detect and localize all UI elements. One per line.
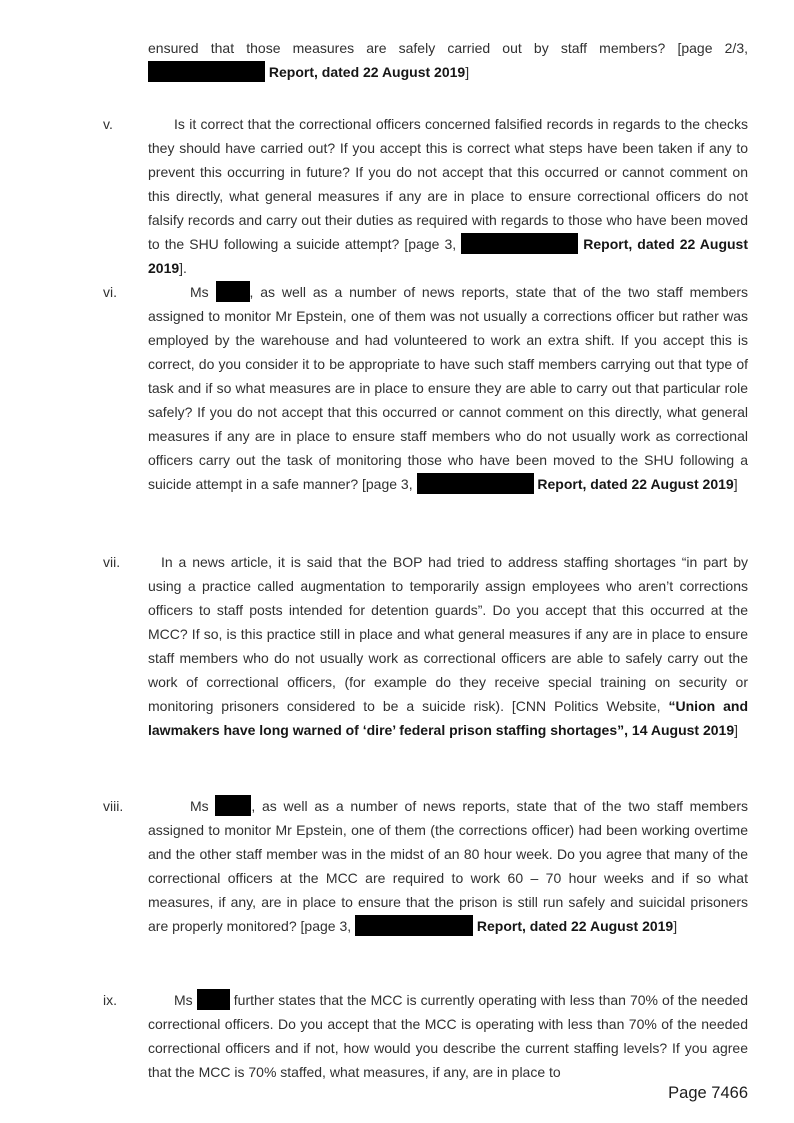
list-marker: vi.: [103, 284, 117, 300]
list-marker: viii.: [103, 798, 124, 814]
paragraph-text: [148, 36, 748, 84]
text-run: ]: [734, 722, 738, 738]
bold-citation: Report, dated 22 August 2019: [268, 64, 466, 80]
text-run: In a news article, it is said that the BOP had tried to address staffing shortages “in part by using a practice called augmentation to temporarily assign employees who aren’t corrections officers to staff posts intended for detention guards”. Do you accept that this occurred at the MCC? If so, is this practice still in place and what general measures if any are in place to ensure staff members who do not usually work as correctional officers are able to safely carry out the work of correctional officers, (for example do they receive special training on security or monitoring prisoners considered to be a suicide risk). [CNN Politics Website,: [148, 554, 748, 714]
text-run: ]: [733, 476, 738, 492]
paragraph-text: [148, 794, 748, 938]
paragraph-vi: [0, 280, 794, 496]
text-run: Ms: [190, 798, 216, 814]
bold-citation: Report, dated 22 August 2019: [148, 236, 749, 276]
paragraph-ix: [0, 988, 794, 1084]
list-marker: ix.: [103, 992, 117, 1008]
paragraph-text: [148, 988, 748, 1084]
bold-citation: Report, dated 22 August 2019: [476, 918, 674, 934]
text-run: ]: [465, 64, 470, 80]
list-marker: v.: [103, 116, 113, 132]
redaction-bar: [215, 795, 251, 816]
paragraph-vii: [0, 550, 794, 742]
bold-citation: “Union and lawmakers have long warned of ‘dire’ federal prison staffing shortages”, 14 August 2019: [148, 698, 749, 738]
paragraph-text: [148, 550, 748, 742]
text-run: , as well as a number of news reports, state that of the two staff members assigned to monitor Mr Epstein, one of them was not usually a corrections officer but rather was employed by the warehouse and had volunteered to work an extra shift. If you accept this is correct, do you consider it to be appropriate to have such staff members carrying out that type of task and if so what measures are in place to ensure they are able to carry out that particular role safely? If you do not accept that this occurred or cannot comment on this directly, what general measures if any are in place to ensure staff members who do not usually work as correctional officers carry out the task of monitoring those who have been moved to the SHU following a suicide attempt in a safe manner? [page 3,: [148, 284, 748, 492]
redaction-bar: [461, 233, 578, 254]
paragraph-viii: [0, 794, 794, 938]
redaction-bar: [417, 473, 534, 494]
page-number: Page 7466: [668, 1084, 748, 1102]
redaction-bar: [197, 989, 230, 1010]
paragraph-text: [148, 112, 748, 280]
text-run: , as well as a number of news reports, state that of the two staff members assigned to monitor Mr Epstein, one of them (the corrections officer) had been working overtime and the other staff member was in the midst of an 80 hour week. Do you agree that many of the correctional officers at the MCC are required to work 60 – 70 hour weeks and if so what measures, if any, are in place to ensure that the prison is still run safely and suicidal prisoners are properly monitored? [page 3,: [148, 798, 748, 934]
text-run: ]: [673, 918, 678, 934]
bold-citation: Report, dated 22 August 2019: [537, 476, 734, 492]
redaction-bar: [148, 61, 265, 82]
text-run: Ms: [174, 992, 197, 1008]
text-run: ].: [179, 260, 187, 276]
paragraph-cont: [0, 36, 794, 84]
paragraph-text: [148, 280, 748, 496]
paragraph-v: [0, 112, 794, 280]
text-run: further states that the MCC is currently operating with less than 70% of the needed correctional officers. Do you accept that the MCC is operating with less than 70% of the needed correctional officers and if not, how would you describe the current staffing levels? If you agree that the MCC is 70% staffed, what measures, if any, are in place to: [148, 992, 748, 1080]
list-marker: vii.: [103, 554, 121, 570]
text-run: Ms: [190, 284, 216, 300]
text-run: Is it correct that the correctional officers concerned falsified records in regards to the checks they should have carried out? If you accept this is correct what steps have been taken if any to prevent this occurring in future? If you do not accept that this occurred or cannot comment on this directly, what general measures if any are in place to ensure correctional officers do not falsify records and carry out their duties as required with regards to those who have been moved to the SHU following a suicide attempt? [page 3,: [148, 116, 748, 252]
text-run: ensured that those measures are safely carried out by staff members? [page 2/3,: [148, 40, 748, 56]
redaction-bar: [355, 915, 473, 936]
redaction-bar: [216, 281, 250, 302]
